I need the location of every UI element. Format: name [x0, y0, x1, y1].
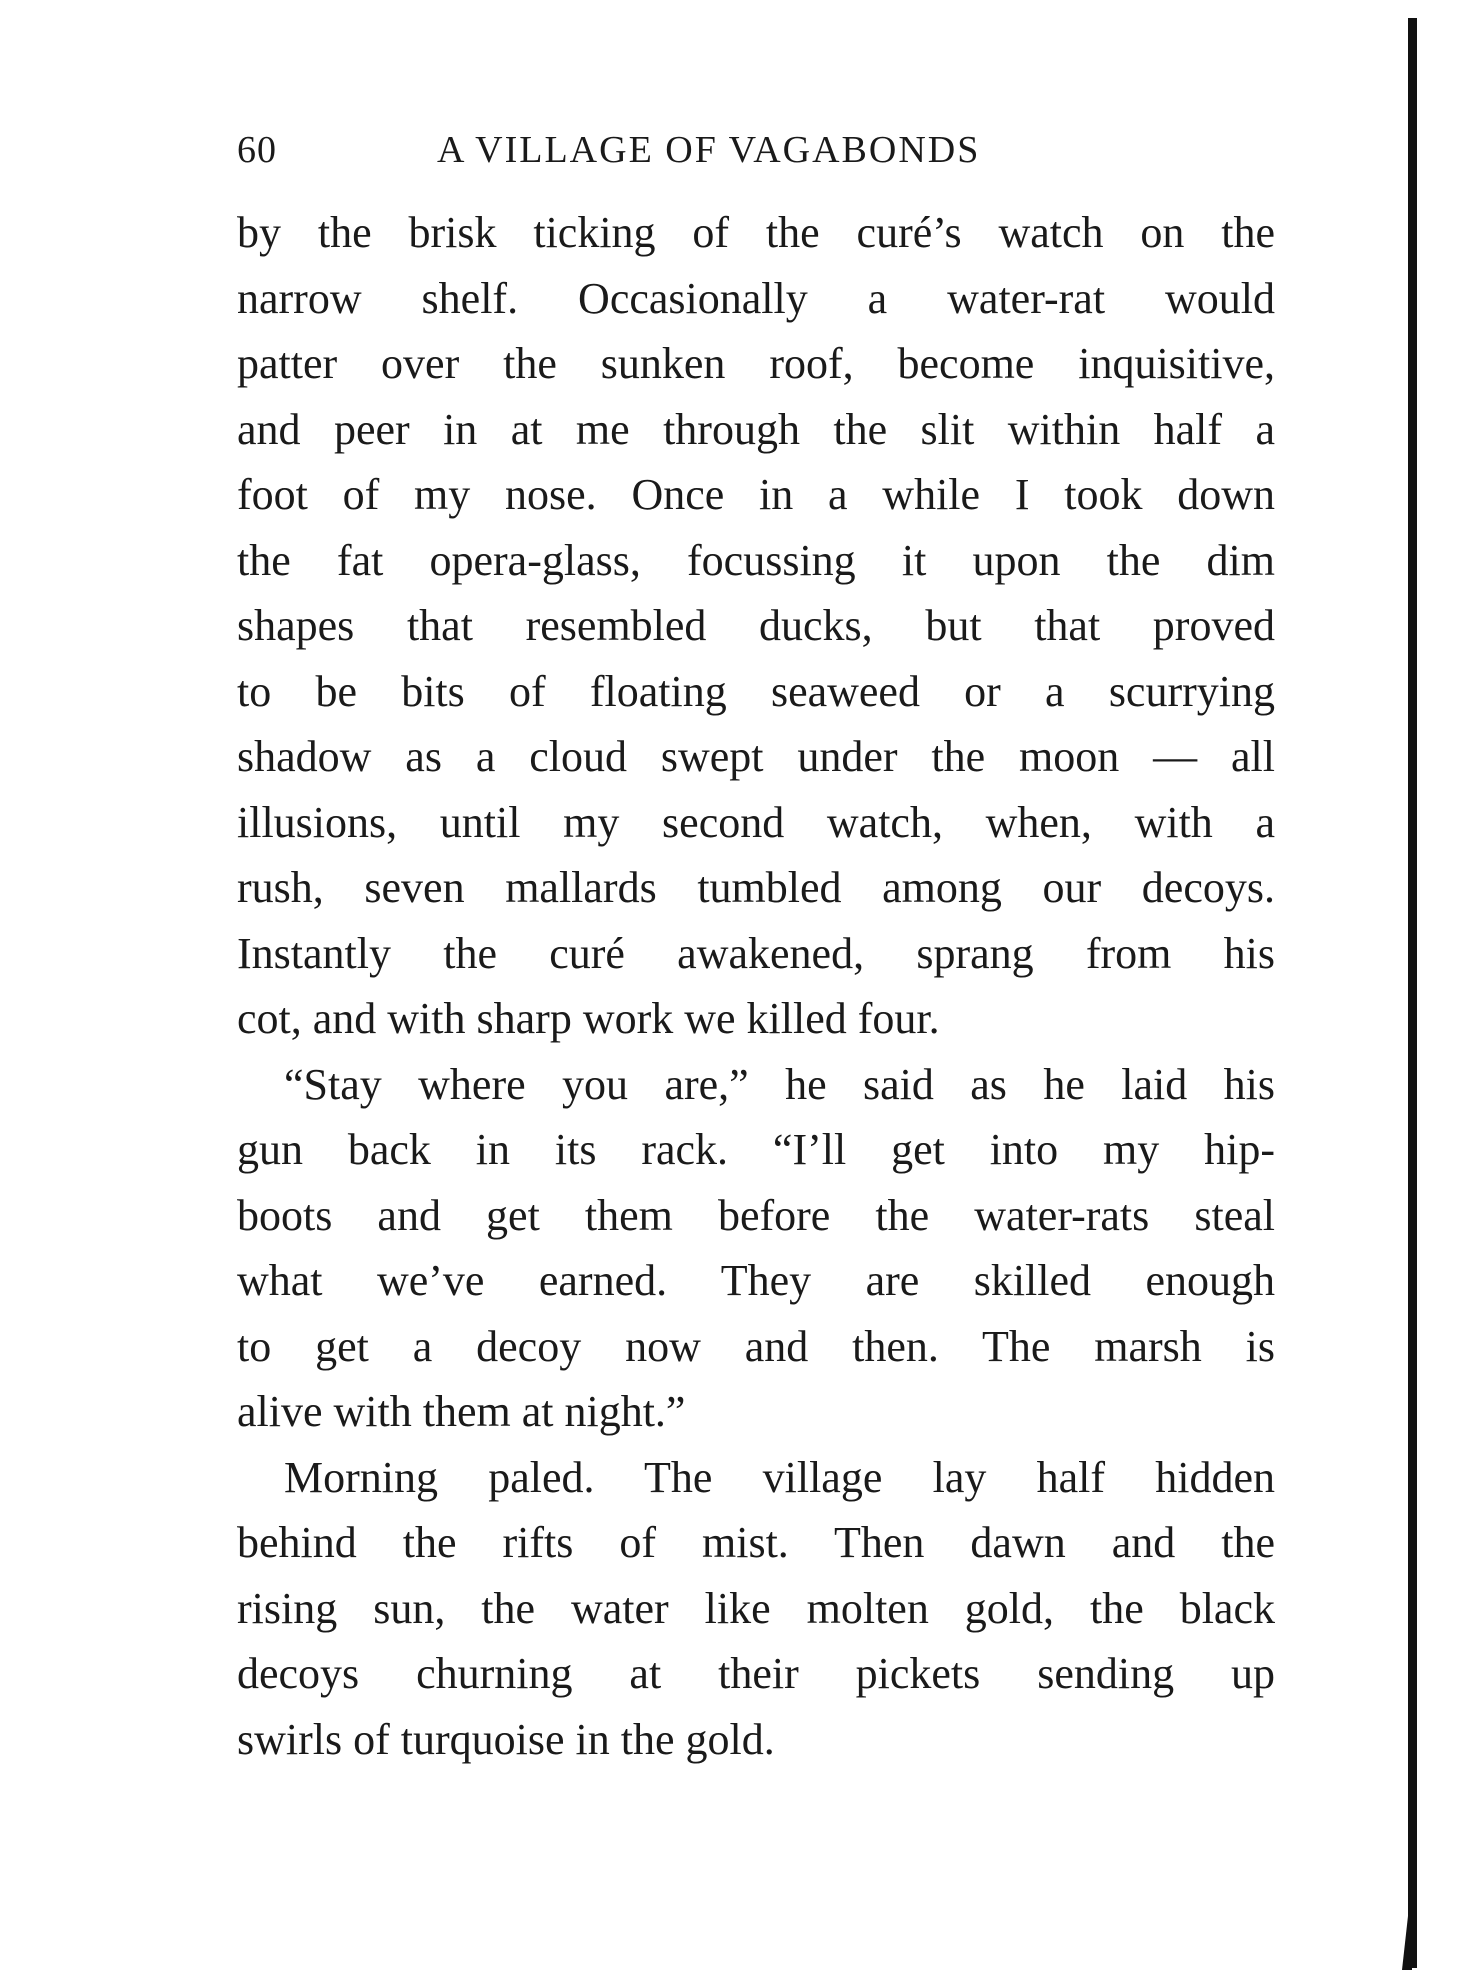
text-line: what we’ve earned. They are skilled enough: [237, 1256, 1275, 1305]
body-text: [237, 200, 1275, 1772]
text-line: and peer in at me through the slit within half a: [237, 404, 1275, 454]
text-line: rush, seven mallards tumbled among our decoys.: [237, 863, 1275, 912]
text-line: to be bits of floating seaweed or a scurrying: [237, 666, 1275, 716]
text-line: behind the rifts of mist. Then dawn and the: [237, 1518, 1275, 1567]
page-header: [237, 128, 1097, 178]
paragraph-last-line: alive with them at night.”: [237, 1387, 686, 1436]
text-line: narrow shelf. Occasionally a water-rat would: [237, 273, 1275, 323]
text-line: the fat opera-glass, focussing it upon the dim: [237, 535, 1275, 585]
running-head: A VILLAGE OF VAGABONDS: [437, 129, 981, 171]
text-line: foot of my nose. Once in a while I took down: [237, 470, 1275, 519]
paragraph-first-line: Morning paled. The village lay half hidden: [284, 1452, 1275, 1502]
page-number: 60: [237, 129, 277, 171]
text-line: to get a decoy now and then. The marsh is: [237, 1321, 1275, 1371]
text-line: by the brisk ticking of the curé’s watch on the: [237, 208, 1275, 257]
paragraph-last-line: swirls of turquoise in the gold.: [237, 1714, 775, 1764]
text-line: Instantly the curé awakened, sprang from his: [237, 928, 1275, 978]
binding-edge-foot: [1402, 1880, 1412, 1970]
text-line: gun back in its rack. “I’ll get into my hip-: [237, 1125, 1275, 1174]
text-line: rising sun, the water like molten gold, the black: [237, 1583, 1275, 1633]
text-line: patter over the sunken roof, become inquisitive,: [237, 339, 1275, 388]
text-line: illusions, until my second watch, when, with a: [237, 797, 1275, 847]
binding-edge-rule: [1408, 18, 1417, 1968]
paragraph-last-line: cot, and with sharp work we killed four.: [237, 994, 940, 1043]
text-line: decoys churning at their pickets sending up: [237, 1649, 1275, 1698]
text-line: boots and get them before the water-rats steal: [237, 1190, 1275, 1240]
paragraph-first-line: “Stay where you are,” he said as he laid his: [284, 1059, 1275, 1109]
text-line: shapes that resembled ducks, but that proved: [237, 601, 1275, 650]
text-line: shadow as a cloud swept under the moon — all: [237, 732, 1275, 781]
